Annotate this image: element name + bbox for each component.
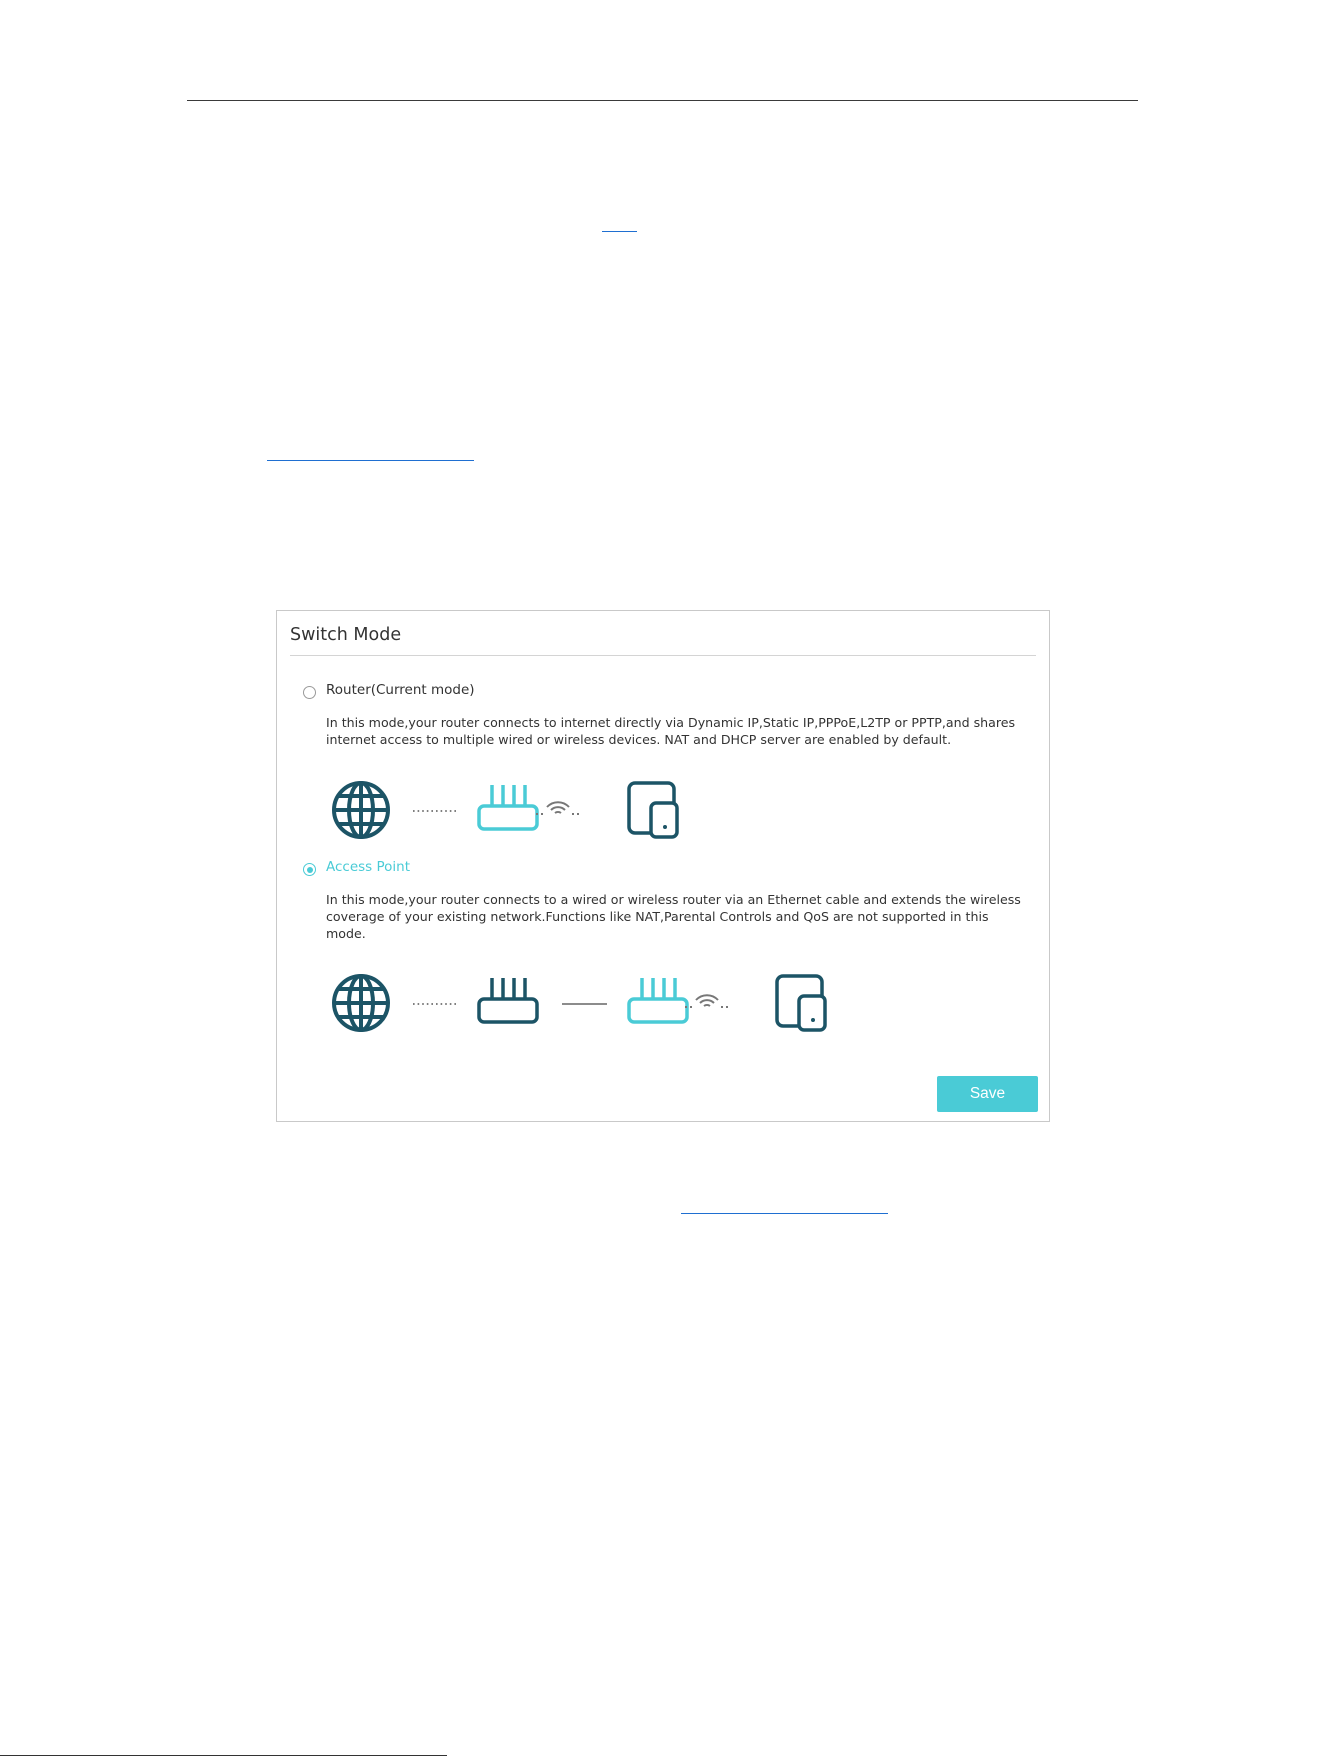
access-point-mode-label[interactable]: Access Point: [326, 859, 411, 875]
access-point-mode-description: In this mode,your router connects to a wired or wireless router via an Ethernet cable and extends the wireless coverage of your existing network.Functions like NAT,Parental Controls and QoS are not supported in this mode.: [326, 892, 1021, 941]
hyperlink-underline[interactable]: [267, 460, 474, 461]
panel-title: Switch Mode: [290, 625, 402, 645]
footnote-rule: [0, 1755, 447, 1756]
router-mode-description: In this mode,your router connects to internet directly via Dynamic IP,Static IP,PPPoE,L2TP or PPTP,and shares internet access to multiple wired or wireless devices. NAT and DHCP server are enabled by default.: [326, 715, 1016, 747]
page-header-rule: [187, 100, 1138, 101]
switch-mode-panel: [276, 610, 1050, 1122]
router-icon: [479, 978, 537, 1022]
globe-icon: [334, 783, 388, 837]
device-icon: [629, 783, 677, 837]
hyperlink-underline[interactable]: [681, 1213, 888, 1214]
save-button[interactable]: Save: [937, 1076, 1038, 1112]
access-point-mode-radio[interactable]: [303, 863, 316, 876]
globe-icon: [334, 976, 388, 1030]
router-mode-diagram: [277, 776, 1051, 846]
wifi-icon: [536, 802, 580, 814]
router-icon: [629, 978, 687, 1022]
router-icon: [479, 785, 537, 829]
access-point-mode-diagram: [277, 969, 1051, 1039]
router-mode-radio[interactable]: [303, 686, 316, 699]
hyperlink-underline[interactable]: [602, 231, 637, 232]
router-mode-label[interactable]: Router(Current mode): [326, 682, 475, 698]
device-icon: [777, 976, 825, 1030]
panel-title-divider: [290, 655, 1036, 656]
wifi-icon: [685, 995, 729, 1007]
